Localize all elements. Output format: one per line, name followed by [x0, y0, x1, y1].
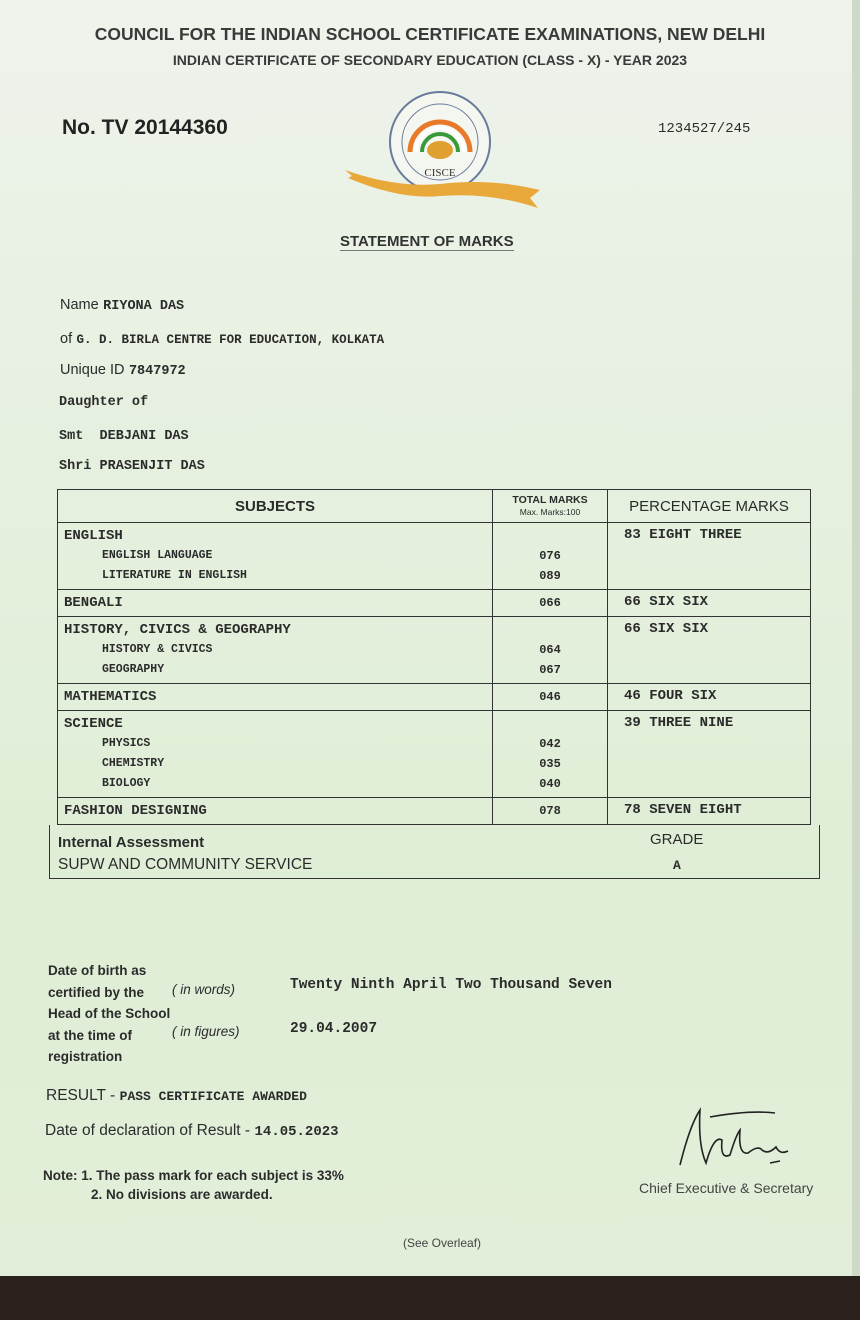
father-line [59, 459, 205, 474]
marks-cell [493, 684, 608, 711]
percentage-value: 78 SEVEN EIGHT [624, 802, 742, 818]
component-name: BIOLOGY [102, 777, 151, 790]
subject-name: SCIENCE [64, 716, 123, 732]
dob-words: Twenty Ninth April Two Thousand Seven [290, 977, 612, 993]
percentage-cell [608, 711, 811, 798]
statement-title: STATEMENT OF MARKS [340, 233, 514, 250]
unique-id: 7847972 [128, 364, 186, 379]
table-row [58, 684, 811, 711]
percentage-cell [608, 590, 811, 617]
component-name: LITERATURE IN ENGLISH [102, 569, 247, 582]
result-label: RESULT - [46, 1087, 116, 1104]
subject-cell [58, 523, 493, 590]
of-label: of [60, 331, 73, 347]
subject-name: ENGLISH [64, 528, 123, 544]
dob-label-line: Head of the School [48, 1006, 171, 1021]
subject-name: HISTORY, CIVICS & GEOGRAPHY [64, 622, 291, 638]
in-figures-label: ( in figures) [172, 1024, 240, 1039]
percentage-value: 46 FOUR SIX [624, 688, 717, 704]
note-1: 1. The pass mark for each subject is 33% [81, 1168, 344, 1183]
dob-label-line: certified by the [48, 984, 145, 1000]
component-marks: 076 [539, 549, 561, 563]
grade-label: GRADE [650, 831, 704, 848]
declaration-date: 14.05.2023 [254, 1124, 339, 1140]
subject-marks: 046 [539, 690, 561, 704]
percentage-value: 66 SIX SIX [624, 594, 709, 610]
reference-number: 1234527/245 [658, 121, 751, 137]
uid-line [60, 361, 186, 379]
notes [43, 1166, 344, 1204]
subject-name: FASHION DESIGNING [64, 803, 207, 819]
marks-table-wrapper [57, 489, 811, 879]
max-marks-label: Max. Marks:100 [519, 507, 581, 517]
result-line [46, 1087, 307, 1105]
internal-assessment [49, 825, 820, 879]
percentage-header: PERCENTAGE MARKS [608, 490, 811, 523]
svg-text:CISCE: CISCE [424, 167, 456, 179]
declaration-line [45, 1122, 339, 1140]
mother-name: DEBJANI DAS [99, 429, 189, 444]
percentage-cell [608, 523, 811, 590]
subject-name: BENGALI [64, 595, 123, 611]
percentage-cell [608, 684, 811, 711]
marks-cell [493, 617, 608, 684]
dob-figures: 29.04.2007 [290, 1021, 378, 1037]
school-name: G. D. BIRLA CENTRE FOR EDUCATION, KOLKATA [76, 333, 385, 347]
table-row [58, 798, 811, 825]
dob-label-line: registration [48, 1049, 123, 1064]
council-title: COUNCIL FOR THE INDIAN SCHOOL CERTIFICATE EXAMINATIONS, NEW DELHI [94, 24, 766, 44]
table-row [58, 523, 811, 590]
component-name: HISTORY & CIVICS [102, 643, 213, 656]
subject-cell [58, 711, 493, 798]
component-name: GEOGRAPHY [102, 663, 165, 676]
supw-grade: A [673, 858, 681, 873]
component-name: CHEMISTRY [102, 757, 165, 770]
subject-name: MATHEMATICS [64, 689, 157, 705]
subject-cell [58, 617, 493, 684]
school-line [60, 330, 384, 348]
subject-marks: 066 [539, 596, 561, 610]
subject-cell [58, 798, 493, 825]
component-marks: 064 [539, 643, 561, 657]
father-name: PRASENJIT DAS [99, 459, 205, 474]
table-header [58, 490, 811, 523]
component-name: PHYSICS [102, 737, 151, 750]
supw-subject: SUPW AND COMMUNITY SERVICE [58, 856, 313, 873]
signature [670, 1105, 800, 1175]
table-row [58, 711, 811, 798]
marks-cell [493, 711, 608, 798]
table-row [58, 590, 811, 617]
name-label: Name [60, 297, 99, 313]
component-marks: 040 [539, 777, 561, 791]
marks-table [57, 489, 811, 825]
in-words-label: ( in words) [172, 982, 236, 997]
see-overleaf: (See Overleaf) [403, 1236, 482, 1250]
component-marks: 067 [539, 663, 561, 677]
percentage-value: 83 EIGHT THREE [624, 527, 742, 543]
uid-label: Unique ID [60, 362, 125, 378]
total-marks-label: TOTAL MARKS [512, 494, 588, 506]
total-marks-header [493, 490, 608, 523]
percentage-value: 39 THREE NINE [624, 715, 734, 731]
student-name: RIYONA DAS [103, 299, 185, 314]
mother-line [59, 429, 189, 444]
component-name: ENGLISH LANGUAGE [102, 549, 213, 562]
marks-cell [493, 523, 608, 590]
marks-cell [493, 798, 608, 825]
subject-cell [58, 590, 493, 617]
marks-cell [493, 590, 608, 617]
table-row [58, 617, 811, 684]
dob-label-line: Date of birth as [48, 963, 147, 978]
dob-label [48, 960, 170, 1068]
note-label: Note: [43, 1168, 78, 1183]
relation-label: Daughter of [59, 395, 149, 410]
component-marks: 042 [539, 737, 561, 751]
component-marks: 035 [539, 757, 561, 771]
cisce-logo [340, 90, 545, 220]
subject-marks: 078 [539, 804, 561, 818]
subjects-header: SUBJECTS [58, 490, 493, 523]
percentage-cell [608, 617, 811, 684]
father-label: Shri [59, 459, 92, 474]
mother-label: Smt [59, 429, 84, 444]
percentage-value: 66 SIX SIX [624, 621, 709, 637]
percentage-cell [608, 798, 811, 825]
certificate-number: No. TV 20144360 [62, 116, 228, 139]
note-2: 2. No divisions are awarded. [91, 1187, 273, 1202]
dob-label-line: at the time of [48, 1027, 133, 1043]
signatory-title: Chief Executive & Secretary [639, 1180, 814, 1196]
declaration-label: Date of declaration of Result - [45, 1122, 251, 1139]
component-marks: 089 [539, 569, 561, 583]
subject-cell [58, 684, 493, 711]
exam-title: INDIAN CERTIFICATE OF SECONDARY EDUCATION (CLASS - X) - YEAR 2023 [172, 52, 688, 68]
internal-assessment-label: Internal Assessment [58, 834, 205, 851]
result-value: PASS CERTIFICATE AWARDED [119, 1089, 307, 1104]
name-line [60, 296, 184, 314]
